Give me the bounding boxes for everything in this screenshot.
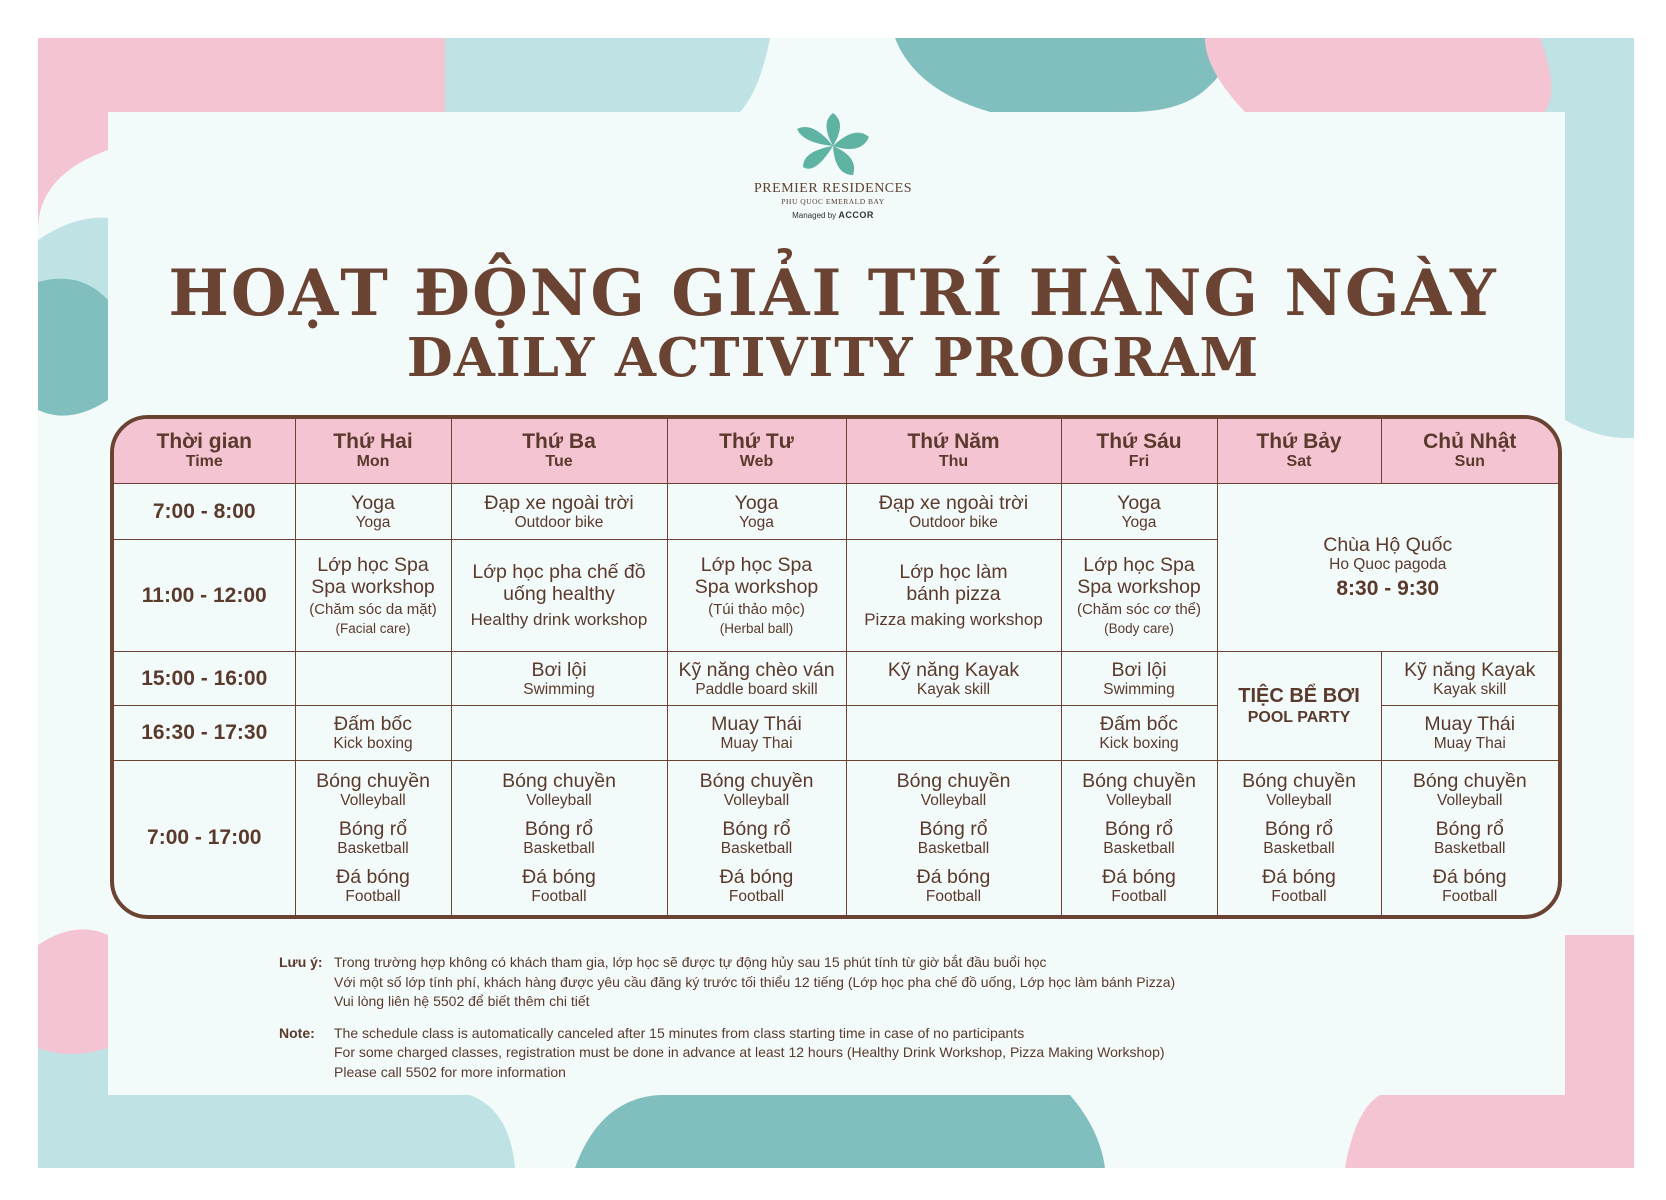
note-en-label: Note: [279,1024,315,1041]
activity-cell: Muay Thái Muay Thai [667,706,846,761]
brand-name: PREMIER RESIDENCES [754,181,912,196]
note-line: Với một số lớp tính phí, khách hàng được yêu cầu đăng ký trước tối thiểu 12 tiếng (Lớp học pha chế đồ uống, Lớp học làm bánh Pizza) [334,973,1176,990]
empty-cell [295,652,451,706]
table-row [114,761,1558,916]
sports-cell: Bóng chuyền Volleyball Bóng rổ Basketball Đá bóng Football [846,761,1061,916]
sports-cell: Bóng chuyền Volleyball Bóng rổ Basketball Đá bóng Football [1381,761,1558,916]
header-sat: Thứ Bảy Sat [1217,419,1381,484]
activity-cell: Lớp học làm bánh pizza Pizza making workshop [846,540,1061,652]
activity-cell: Bơi lội Swimming [451,652,667,706]
activity-cell: Kỹ năng Kayak Kayak skill [1381,652,1558,706]
empty-cell [451,706,667,761]
header-thu: Thứ Năm Thu [846,419,1061,484]
activity-cell: Đấm bốc Kick boxing [1061,706,1217,761]
header-time: Thời gian Time [114,419,295,484]
time-cell: 16:30 - 17:30 [114,706,295,761]
note-line: The schedule class is automatically canceled after 15 minutes from class starting time in case of no participants [334,1024,1025,1041]
pagoda-cell: Chùa Hộ Quốc Ho Quoc pagoda 8:30 - 9:30 [1217,484,1558,652]
header-wed: Thứ Tư Web [667,419,846,484]
activity-cell: Yoga Yoga [1061,484,1217,540]
empty-cell [846,706,1061,761]
time-cell: 7:00 - 17:00 [114,761,295,916]
activity-cell: Lớp học pha chế đồ uống healthy Healthy drink workshop [451,540,667,652]
schedule-table [114,419,1558,915]
activity-cell: Kỹ năng Kayak Kayak skill [846,652,1061,706]
header-sun: Chủ Nhật Sun [1381,419,1558,484]
managed-by-label: Managed by [792,211,837,220]
note-line: For some charged classes, registration must be done in advance at least 12 hours (Healthy Drink Workshop, Pizza Making Workshop) [334,1044,1165,1060]
pool-party-cell: TIỆC BỂ BƠI POOL PARTY [1217,652,1381,761]
activity-cell: Bơi lội Swimming [1061,652,1217,706]
brand-logo [733,113,933,238]
activity-cell: Lớp học Spa Spa workshop (Chăm sóc cơ thể) (Body care) [1061,540,1217,652]
note-vi [279,953,1279,1012]
table-row [114,484,1558,540]
activity-cell: Muay Thái Muay Thai [1381,706,1558,761]
activity-cell: Lớp học Spa Spa workshop (Túi thảo mộc) (Herbal ball) [667,540,846,652]
page-title-vi: HOẠT ĐỘNG GIẢI TRÍ HÀNG NGÀY [168,256,1498,331]
activity-cell: Đấm bốc Kick boxing [295,706,451,761]
note-en [279,1024,1279,1083]
note-vi-label: Lưu ý: [279,954,323,970]
page-title-en: DAILY ACTIVITY PROGRAM [406,327,1260,389]
sports-cell: Bóng chuyền Volleyball Bóng rổ Basketball Đá bóng Football [667,761,846,916]
sports-cell: Bóng chuyền Volleyball Bóng rổ Basketball Đá bóng Football [451,761,667,916]
activity-cell: Lớp học Spa Spa workshop (Chăm sóc da mặt) (Facial care) [295,540,451,652]
time-cell: 7:00 - 8:00 [114,484,295,540]
activity-cell: Kỹ năng chèo ván Paddle board skill [667,652,846,706]
accor-label: ACCOR [838,210,874,220]
managed-by [733,210,933,220]
header-mon: Thứ Hai Mon [295,419,451,484]
header-row [114,419,1558,484]
header-fri: Thứ Sáu Fri [1061,419,1217,484]
plumeria-flower-icon [795,113,871,179]
notes-section [279,953,1279,1094]
note-line: Please call 5502 for more information [334,1063,566,1080]
table-row [114,652,1558,706]
schedule-table-frame [110,415,1562,919]
activity-cell: Đạp xe ngoài trời Outdoor bike [846,484,1061,540]
brand-subtitle: PHU QUOC EMERALD BAY [781,197,885,206]
time-cell: 11:00 - 12:00 [114,540,295,652]
activity-cell: Yoga Yoga [667,484,846,540]
header-tue: Thứ Ba Tue [451,419,667,484]
note-line: Trong trường hợp không có khách tham gia, lớp học sẽ được tự động hủy sau 15 phút tính từ giờ bắt đầu buổi học [334,954,1047,970]
sports-cell: Bóng chuyền Volleyball Bóng rổ Basketball Đá bóng Football [1061,761,1217,916]
sports-cell: Bóng chuyền Volleyball Bóng rổ Basketball Đá bóng Football [1217,761,1381,916]
activity-cell: Đạp xe ngoài trời Outdoor bike [451,484,667,540]
note-line: Vui lòng liên hệ 5502 để biết thêm chi tiết [334,993,590,1009]
activity-cell: Yoga Yoga [295,484,451,540]
time-cell: 15:00 - 16:00 [114,652,295,706]
sports-cell: Bóng chuyền Volleyball Bóng rổ Basketball Đá bóng Football [295,761,451,916]
